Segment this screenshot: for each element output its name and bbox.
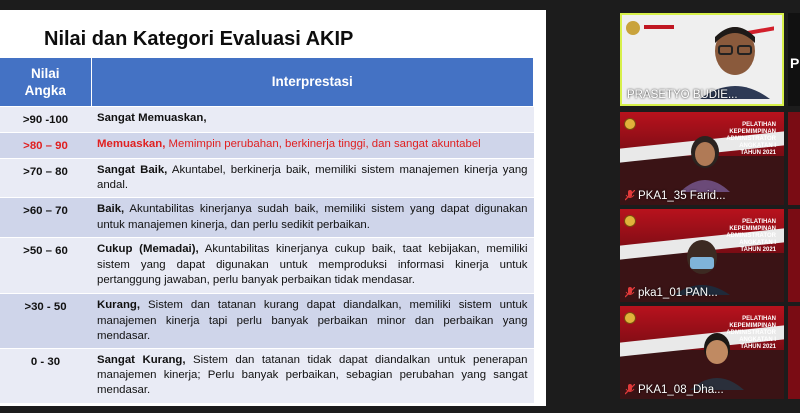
row-description bbox=[91, 106, 534, 132]
speaker-video-person bbox=[700, 21, 770, 99]
logo-backdrop bbox=[622, 15, 682, 41]
table-row bbox=[0, 294, 534, 349]
row-text: Akuntabel, berkinerja baik, memiliki sistem manajemen kinerja yang andal. bbox=[97, 163, 528, 192]
row-category: Baik, bbox=[97, 203, 125, 216]
row-category: Sangat Memuaskan, bbox=[97, 111, 207, 124]
table-row bbox=[0, 198, 534, 238]
row-text: Akuntabilitas kinerjanya cukup baik, taat kebijakan, memiliki sistem yang dapat digunakan untuk memproduksi informasi kinerja untuk pertanggung jawaban, perlu banyak perbaikan tidak mendasar. bbox=[97, 243, 528, 286]
row-text: Sistem dan tatanan tidak dapat diandalkan untuk penerapan manajemen kinerja; Perlu banyak perbaikan, sebagian perubahan yang sangat mendasar. bbox=[97, 353, 528, 397]
table-row-highlighted bbox=[0, 132, 534, 158]
muted-mic-icon bbox=[625, 190, 635, 201]
row-score: >90 -100 bbox=[0, 106, 91, 132]
row-description bbox=[91, 198, 534, 238]
participant-tile-offscreen[interactable] bbox=[788, 112, 800, 205]
table-row bbox=[0, 238, 534, 294]
row-category: Cukup (Memadai), bbox=[97, 243, 199, 256]
participant-video-person bbox=[680, 130, 730, 192]
muted-mic-icon bbox=[625, 384, 635, 395]
header-score-label: Nilai Angka bbox=[24, 65, 66, 98]
banner-text: PELATIHAN KEPEMIMPINAN ADMINISTRATOR ANGKATAN I TAHUN 2021 bbox=[726, 122, 776, 156]
table-row bbox=[0, 106, 534, 132]
participant-name: PKA1_08_Dha... bbox=[638, 384, 724, 396]
participant-tile-active[interactable] bbox=[620, 13, 784, 106]
row-category: Memuaskan, bbox=[97, 137, 166, 150]
row-score: >60 – 70 bbox=[0, 198, 91, 238]
row-description bbox=[91, 132, 534, 158]
header-score bbox=[0, 58, 91, 106]
banner-text: PELATIHAN KEPEMIMPINAN ADMINISTRATOR ANGKATAN I TAHUN 2021 bbox=[726, 219, 776, 253]
row-score: >30 - 50 bbox=[0, 294, 91, 349]
participant-name: PRASETYO BUDIE... bbox=[627, 89, 738, 101]
table-header-row bbox=[0, 58, 534, 106]
participant-tile-offscreen[interactable] bbox=[788, 13, 800, 106]
row-score: 0 - 30 bbox=[0, 348, 91, 402]
participant-tile[interactable] bbox=[620, 209, 784, 302]
row-description bbox=[91, 294, 534, 349]
participant-video-person bbox=[690, 328, 744, 390]
row-score: >70 – 80 bbox=[0, 158, 91, 197]
row-description bbox=[91, 158, 534, 197]
seal-icon bbox=[624, 312, 636, 324]
offscreen-label: P bbox=[790, 55, 800, 71]
row-text: Akuntabilitas kinerjanya sudah baik, memiliki sistem yang dapat digunakan untuk manajemen kinerja, dan perlu sedikit perbaikan. bbox=[97, 203, 528, 231]
row-score: >50 – 60 bbox=[0, 238, 91, 294]
banner-text: PELATIHAN KEPEMIMPINAN ADMINISTRATOR ANGKATAN I TAHUN 2021 bbox=[726, 316, 776, 350]
participant-name: pka1_01 PAN... bbox=[638, 287, 718, 299]
row-category: Sangat Kurang, bbox=[97, 353, 186, 366]
participant-name: PKA1_35 Farid... bbox=[638, 190, 726, 202]
table-row bbox=[0, 158, 534, 197]
seal-icon bbox=[624, 215, 636, 227]
seal-icon bbox=[624, 118, 636, 130]
row-category: Kurang, bbox=[97, 299, 141, 312]
row-description bbox=[91, 348, 534, 402]
participant-tile-offscreen[interactable] bbox=[788, 209, 800, 302]
participant-tile[interactable] bbox=[620, 112, 784, 205]
participant-video-person bbox=[674, 235, 730, 295]
participant-tile[interactable] bbox=[620, 306, 784, 399]
header-interpretation: Interprestasi bbox=[91, 58, 534, 106]
slide-title: Nilai dan Kategori Evaluasi AKIP bbox=[44, 28, 354, 50]
akip-evaluation-table bbox=[0, 58, 534, 403]
row-score: >80 – 90 bbox=[0, 132, 91, 158]
participant-tile-offscreen[interactable] bbox=[788, 306, 800, 399]
row-description bbox=[91, 238, 534, 294]
row-text: Sistem dan tatanan kurang dapat diandalkan, memiliki sistem untuk manajemen kinerja tapi perlu banyak perbaikan minor dan perbaikan yang mendasar. bbox=[97, 299, 528, 342]
muted-mic-icon bbox=[625, 287, 635, 298]
shared-screen-slide bbox=[0, 10, 546, 406]
table-row bbox=[0, 348, 534, 402]
row-text: Memimpin perubahan, berkinerja tinggi, dan sangat akuntabel bbox=[165, 137, 481, 150]
row-category: Sangat Baik, bbox=[97, 163, 168, 176]
